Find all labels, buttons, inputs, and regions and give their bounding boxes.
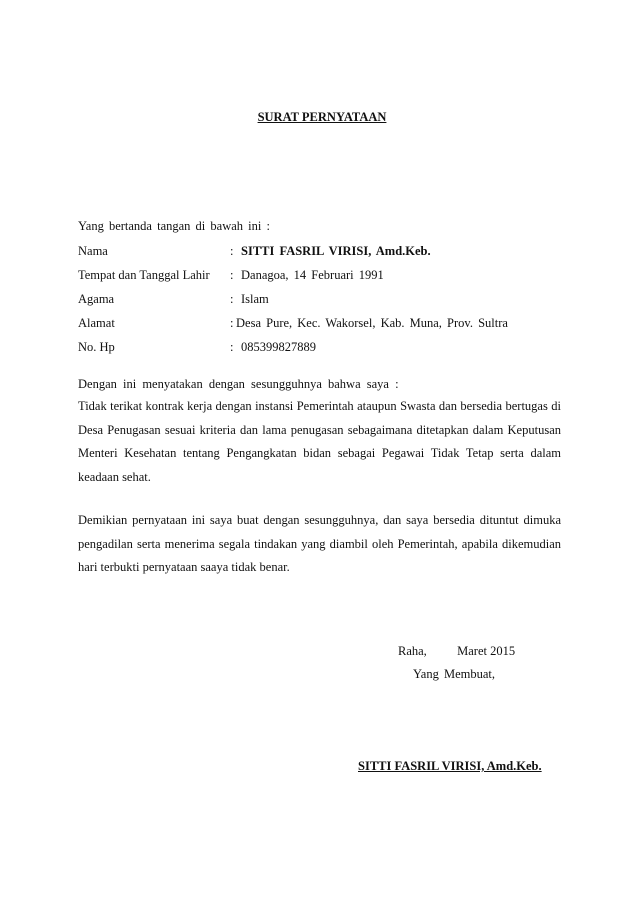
field-row-agama [78,290,568,314]
field-label: No. Hp [78,340,115,354]
field-row-no-hp [78,338,568,362]
field-separator: : [230,340,234,354]
field-row-tempat-tanggal-lahir [78,266,568,290]
field-value-agama: Islam [241,292,269,306]
field-label: Agama [78,292,115,306]
document-title: SURAT PERNYATAAN [257,110,387,124]
field-label: Alamat [78,316,115,330]
field-row-alamat [78,314,568,338]
signature-role: Yang Membuat, [413,667,495,681]
signature-place-date [398,644,515,659]
closing-paragraph: Demikian pernyataan ini saya buat dengan sesungguhnya, dan saya bersedia dituntut dimuka pengadilan serta menerima segala tindakan yang diambil oleh Pemerintah, apabila dikemudian hari terbukti pernyataan saaya tidak benar. [78,513,561,574]
field-label: Nama [78,244,108,258]
field-separator: : [230,292,234,306]
field-value-tempat-tanggal-lahir: Danagoa, 14 Februari 1991 [241,268,384,282]
field-value-nama: SITTI FASRIL VIRISI, Amd.Keb. [241,244,431,258]
signature-city: Raha, [398,644,427,658]
statement-paragraph: Tidak terikat kontrak kerja dengan instansi Pemerintah ataupun Swasta dan bersedia bertugas di Desa Penugasan sesuai kriteria dan lama penugasan sebagaimana ditetapkan dalam Keputusan Menteri Kesehatan tentang Pengangkatan bidan sebagai Pegawai Tidak Tetap serta dalam keadaan sehat. [78,399,561,484]
signature-name: SITTI FASRIL VIRISI, Amd.Keb. [358,759,542,773]
field-separator: : [230,268,234,282]
field-value-no-hp: 085399827889 [241,340,316,354]
field-row-nama [78,242,568,266]
identity-fields [78,242,568,362]
intro-text: Yang bertanda tangan di bawah ini : [78,219,270,233]
field-separator: : [230,244,234,258]
signature-date: Maret 2015 [457,644,516,658]
field-separator: : [230,316,234,330]
field-label: Tempat dan Tanggal Lahir [78,268,210,282]
statement-lead: Dengan ini menyatakan dengan sesungguhnya bahwa saya : [78,377,399,391]
field-value-alamat: Desa Pure, Kec. Wakorsel, Kab. Muna, Prov. Sultra [236,316,508,330]
